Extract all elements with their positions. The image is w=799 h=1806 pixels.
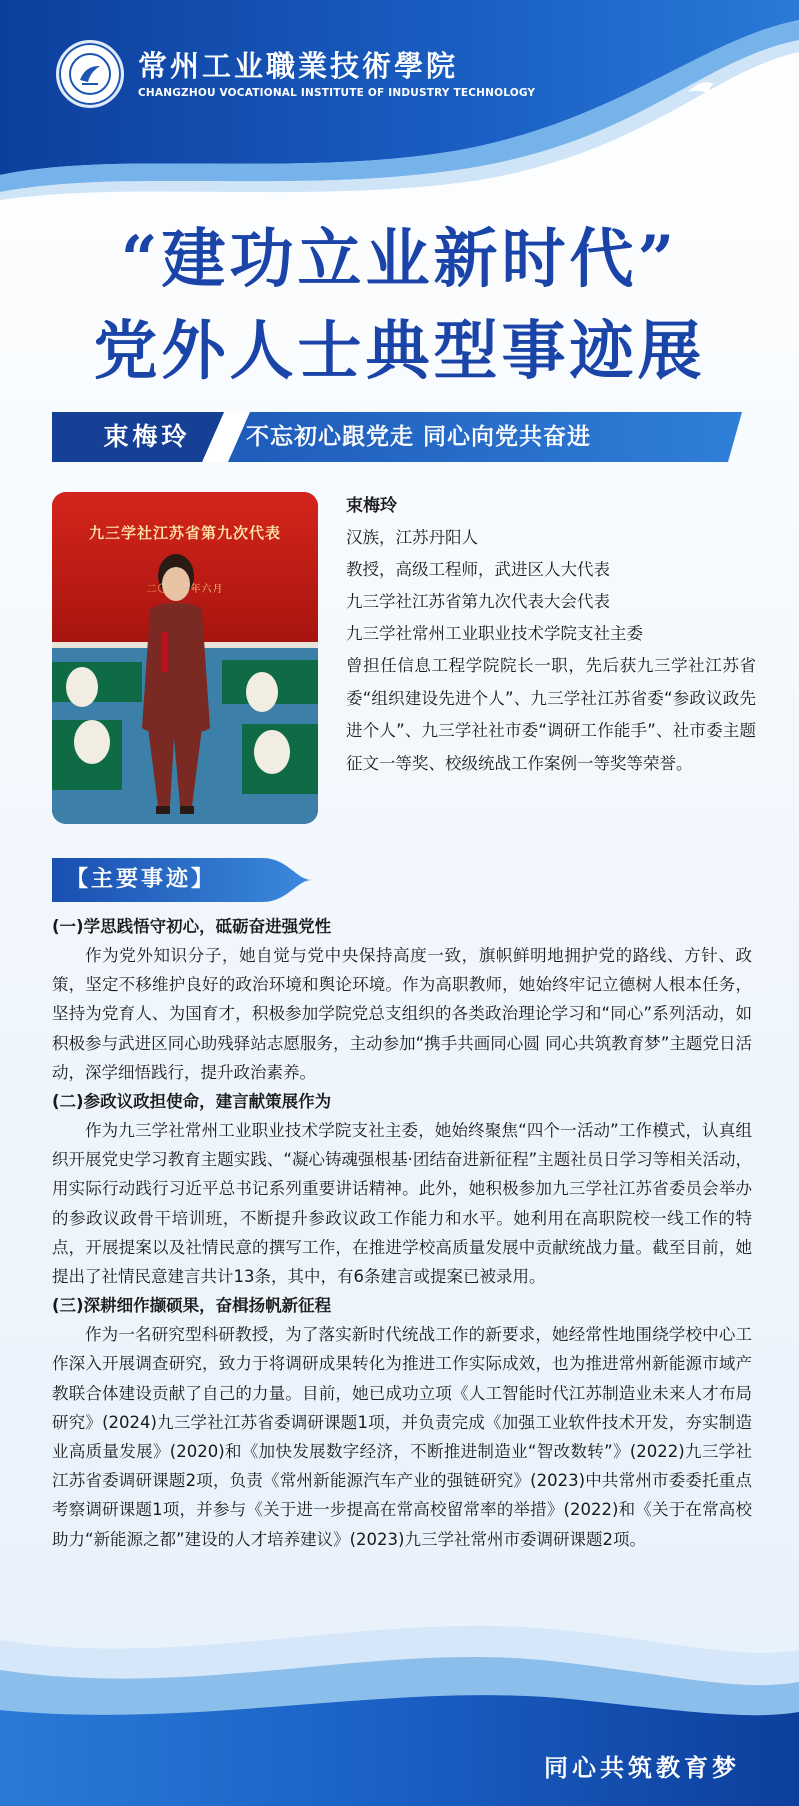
photo-conference-banner: 九三学社江苏省第九次代表 <box>88 524 281 542</box>
profile-bio: 曾担任信息工程学院院长一职，先后获九三学社江苏省委“组织建设先进个人”、九三学社江苏省委“参政议政先进个人”、九三学社社市委“调研工作能手”、社市委主题征文一等奖、校级统战工作案例一等奖等荣誉。 <box>346 656 756 773</box>
section-paragraph-1: 作为党外知识分子，她自觉与党中央保持高度一致，旗帜鲜明地拥护党的路线、方针、政策，坚定不移维护良好的政治环境和舆论环境。作为高职教师，她始终牢记立德树人根本任务，坚持为党育人、为国育才，积极参加学院党总支组织的各类政治理论学习和“同心”系列活动，如积极参与武进区同心助残驿站志愿服务，主动参加“携手共画同心圆 同心共筑教育梦”主题党日活动，深学细悟践行，提升政治素养。 <box>52 946 752 1082</box>
footer-slogan: 同心共筑教育梦 <box>544 1753 740 1782</box>
section-title: 【主要事迹】 <box>66 867 217 892</box>
portrait-photo <box>52 492 318 824</box>
school-name-cn: 常州工业職業技術學院 <box>138 49 459 83</box>
photo-conference-date: 二〇二二年六月 <box>146 584 224 595</box>
ribbon-person-name: 束梅玲 <box>103 422 191 451</box>
section-paragraph-2: 作为九三学社常州工业职业技术学院支社主委，她始终聚焦“四个一活动”工作模式，认真组织开展党史学习教育主题实践、“凝心铸魂强根基·团结奋进新征程”主题社员日学习等相关活动，用实际行动践行习近平总书记系列重要讲话精神。此外，她积极参加九三学社江苏省委员会举办的参政议政骨干培训班，不断提升参政议政工作能力和水平。她利用在高职院校一线工作的特点，开展提案以及社情民意的撰写工作，在推进学校高质量发展中贡献统战力量。截至目前，她提出了社情民意建言共计13条，其中，有6条建言或提案已被录用。 <box>52 1121 752 1287</box>
profile-name: 束梅玲 <box>346 496 397 516</box>
school-emblem-icon <box>56 40 124 108</box>
profile-line: 教授，高级工程师，武进区人大代表 <box>346 560 610 579</box>
section-heading-2: (二)参政议政担使命，建言献策展作为 <box>52 1092 332 1112</box>
school-logo-group <box>56 40 535 108</box>
section-paragraph-3: 作为一名研究型科研教授，为了落实新时代统战工作的新要求，她经常性地围绕学校中心工作深入开展调查研究，致力于将调研成果转化为推进工作实际成效，也为推进常州新能源市域产教联合体建设贡献了自己的力量。目前，她已成功立项《人工智能时代江苏制造业未来人才布局研究》(2024)九三学社江苏省委调研课题1项，并负责完成《加强工业软件技术开发，夯实制造业高质量发展》(2020)和《加快发展数字经济，不断推进制造业“智改数转”》(2022)九三学社江苏省委调研课题2项，负责《常州新能源汽车产业的强链研究》(2023)中共常州市委委托重点考察调研课题1项，并参与《关于进一步提高在常高校留常率的举措》(2022)和《关于在常高校助力“新能源之都”建设的人才培养建议》(2023)九三学社常州市委调研课题2项。 <box>52 1325 752 1549</box>
main-achievements <box>52 912 752 1554</box>
ribbon-slogan: 不忘初心跟党走 同心向党共奋进 <box>246 424 592 450</box>
profile-line: 九三学社常州工业职业技术学院支社主委 <box>346 624 643 643</box>
school-name-en: CHANGZHOU VOCATIONAL INSTITUTE OF INDUSTRY TECHNOLOGY <box>138 87 536 99</box>
section-heading-3: (三)深耕细作撷硕果，奋楫扬帆新征程 <box>52 1296 332 1316</box>
section-heading-1: (一)学思践悟守初心，砥砺奋进强党性 <box>52 917 332 936</box>
profile-block <box>346 490 756 780</box>
flying-birds-icon <box>680 60 780 130</box>
profile-line: 九三学社江苏省第九次代表大会代表 <box>346 592 610 611</box>
title-line-1: “建功立业新时代” <box>120 222 679 297</box>
profile-line: 汉族，江苏丹阳人 <box>346 528 478 547</box>
title-line-2: 党外人士典型事迹展 <box>93 315 706 389</box>
